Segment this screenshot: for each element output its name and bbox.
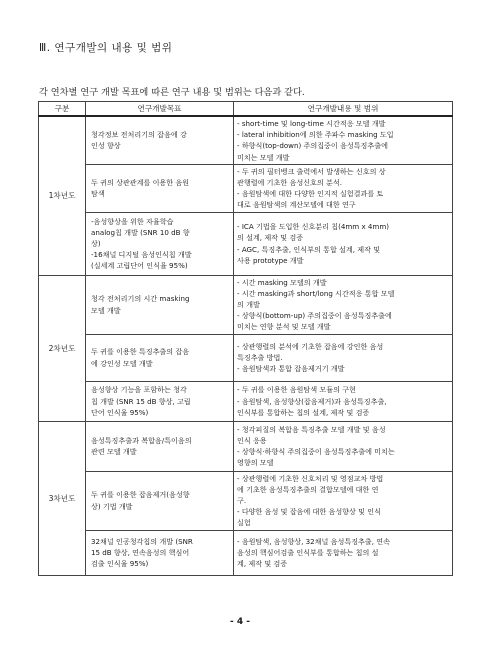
content-line: 에 기초한 음성특징추출의 결합모델에 대한 연: [237, 484, 379, 494]
table-row: [39, 530, 453, 575]
goal-line: 탐색: [91, 189, 105, 199]
table-row: [39, 212, 453, 275]
goal-cell: [86, 530, 234, 575]
content-line: - 음원탐색에 대한 다양한 인지적 실험결과를 토: [237, 189, 384, 199]
research-plan-table: [38, 101, 453, 576]
header-content: 연구개발내용 및 범위: [234, 102, 453, 117]
content-line: - 음원탐색과 통합 잡음제거기 개발: [237, 364, 345, 374]
content-line: 인식 응용: [237, 435, 267, 445]
table-row: [39, 421, 453, 471]
section-title: Ⅲ. 연구개발의 내용 및 범위: [39, 42, 173, 54]
goal-cell: [86, 471, 234, 530]
content-line: 실험: [237, 518, 251, 528]
goal-line: 두 귀를 이용한 잡음제거(음성향: [91, 490, 190, 500]
table-row: [39, 275, 453, 334]
table-header-row: [39, 102, 453, 117]
content-line: - 음원탐색, 음성향상, 32채널 음성특징추출, 연속: [237, 536, 390, 546]
content-line: 음성의 핵심어검출 인식부를 통합하는 칩의 설: [237, 548, 379, 558]
content-line: 인식부를 통합하는 칩의 설계, 제작 및 검증: [237, 407, 370, 417]
intro-text: 각 연차별 연구 개발 목표에 따른 연구 내용 및 범위는 다음과 같다.: [39, 87, 305, 98]
content-line: 의 설계, 제작 및 검증: [237, 233, 304, 243]
content-cell: [234, 530, 453, 575]
goal-cell: [86, 421, 234, 471]
goal-cell: [86, 275, 234, 334]
goal-line: 인성 향상: [91, 141, 121, 151]
table-row: [39, 164, 453, 212]
goal-cell: [86, 116, 234, 164]
content-line: - 시간 masking 모델의 개발: [237, 277, 327, 287]
goal-line: 청각 전처리기의 시간 masking: [91, 294, 190, 304]
content-line: 미치는 연향 분석 및 모델 개발: [237, 322, 331, 332]
content-line: 구.: [237, 496, 247, 506]
year-label: 1차년도: [39, 116, 86, 275]
content-cell: [234, 164, 453, 212]
content-cell: [234, 334, 453, 381]
goal-line: analog칩 개발 (SNR 10 dB 향: [91, 227, 190, 237]
content-line: 사용 prototype 개발: [237, 255, 304, 265]
table-row: [39, 381, 453, 421]
goal-line: 15 dB 향상, 연속음성의 핵심어: [91, 548, 190, 558]
goal-line: 상): [91, 239, 101, 249]
content-line: - 상향식(bottom-up) 주의집중이 음성특징추출에: [237, 311, 392, 321]
table-row: [39, 116, 453, 164]
content-line: 미치는 모델 개발: [237, 152, 290, 162]
goal-cell: [86, 334, 234, 381]
content-line: - 음원탐색, 음성향상(잡음제거)과 음성특징추출,: [237, 396, 387, 406]
content-cell: [234, 421, 453, 471]
goal-line: 에 강인성 모델 개발: [91, 358, 153, 368]
content-line: - 상관행렬의 분석에 기초한 잡음에 강인한 음성: [237, 341, 384, 351]
table-row: [39, 471, 453, 530]
content-line: 관행렬에 기초한 음성신호의 분석.: [237, 178, 342, 188]
content-line: - 상관행렬에 기초한 신호처리 및 영점교차 방법: [237, 473, 384, 483]
goal-cell: [86, 164, 234, 212]
content-cell: [234, 116, 453, 164]
goal-cell: [86, 381, 234, 421]
content-line: - 상향식·하향식 주의집중이 음성특징추출에 미치는: [237, 447, 395, 457]
content-cell: [234, 471, 453, 530]
goal-line: 32채널 인공청각칩의 개발 (SNR: [91, 536, 193, 546]
header-goal: 연구개발목표: [86, 102, 234, 117]
goal-line: 음성특징추출과 복합음/특이음의: [91, 435, 192, 445]
content-line: 영향의 모델: [237, 458, 274, 468]
content-line: - 하향식(top-down) 주의집중이 음성특징추출에: [237, 141, 388, 151]
goal-line: 상) 기법 개발: [91, 501, 133, 511]
content-line: 특징추출 방법.: [237, 353, 283, 363]
goal-line: 검출 인식율 95%): [91, 559, 149, 569]
year-label: 3차년도: [39, 421, 86, 575]
table-body: [39, 116, 453, 575]
year-label: 2차년도: [39, 275, 86, 421]
table-row: [39, 334, 453, 381]
goal-line: (실세계 고립단어 인식율 95%): [91, 261, 188, 271]
goal-line: 두 귀를 이용한 특징추출의 잡음: [91, 347, 190, 357]
goal-line: 청각정보 전처리기의 잡음에 강: [91, 130, 187, 140]
content-line: - 다양한 음성 및 잡음에 대한 음성향상 및 인식: [237, 507, 381, 517]
header-category: 구분: [39, 102, 86, 117]
goal-line: 두 귀의 상관관계를 이용한 음원: [91, 178, 190, 188]
page-number: - 4 -: [230, 617, 250, 627]
goal-cell: [86, 212, 234, 275]
content-cell: [234, 275, 453, 334]
goal-line: 모델 개발: [91, 305, 121, 315]
content-line: 대로 음원탐색의 계산모델에 대한 연구: [237, 200, 356, 210]
goal-line: 음성향상 기능을 포함하는 청각: [91, 385, 187, 395]
content-line: - 청각피질의 복합음 특징추출 모델 개발 및 음성: [237, 424, 386, 434]
content-line: - ICA 기법을 도입한 신호분리 칩(4mm x 4mm): [237, 222, 390, 232]
content-line: - AGC, 특징추출, 인식부의 통합 설계, 제작 및: [237, 244, 381, 254]
goal-line: -음성향상을 위한 자율학습: [91, 216, 174, 226]
goal-line: 관련 모델 개발: [91, 447, 137, 457]
content-cell: [234, 212, 453, 275]
content-line: - short-time 및 long-time 시간적응 모델 개발: [237, 119, 386, 128]
goal-line: -16채널 디지털 음성인식칩 개발: [91, 250, 192, 260]
content-line: - 두 귀의 필터뱅크 출력에서 발생하는 신호의 상: [237, 166, 386, 176]
content-cell: [234, 381, 453, 421]
goal-line: 칩 개발 (SNR 15 dB 향상, 고립: [91, 396, 191, 406]
content-line: - 시간 masking과 short/long 시간적응 통합 모델: [237, 288, 395, 298]
content-line: 계, 제작 및 검증: [237, 559, 288, 569]
content-line: 의 개발: [237, 300, 260, 310]
content-line: - lateral inhibition에 의한 주파수 masking 도입: [237, 130, 394, 140]
goal-line: 단어 인식율 95%): [91, 407, 149, 417]
content-line: - 두 귀를 이용한 음원탐색 모듈의 구현: [237, 385, 356, 395]
